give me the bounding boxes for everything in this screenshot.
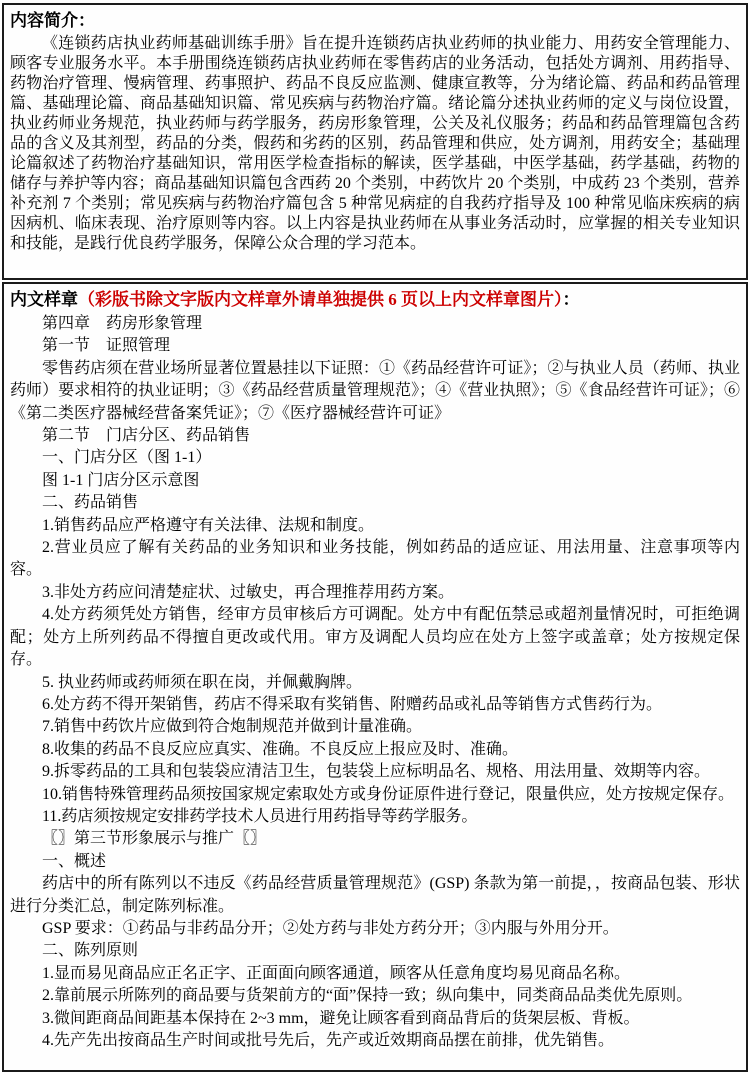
sample-line-licenses: 零售药店须在营业场所显著位置悬挂以下证照：①《药品经营许可证》；②与执业人员（药师、执业药师）要求相符的执业证明；③《药品经营质量管理规范》；④《营业执照》；⑤《食品经营许可证》；⑥《第二类医疗器械经营备案凭证》；⑦《医疗器械经营许可证》 <box>10 359 740 422</box>
sample-line-item8: 8.收集的药品不良反应应真实、准确。不良反应上报应及时、准确。 <box>42 740 519 758</box>
sample-line-display1: 1.显而易见商品应正名正字、正面面向顾客通道，顾客从任意角度均易见商品名称。 <box>42 964 631 982</box>
sample-heading <box>10 287 740 313</box>
sample-line-display3: 3.微间距商品间距基本保持在 2~3 mm，避免让顾客看到商品背后的货架层板、背板。 <box>42 1009 640 1027</box>
sample-line-item7: 7.销售中药饮片应做到符合炮制规范并做到计量准确。 <box>42 718 423 736</box>
sample-line-zoning: 一、门店分区（图 1-1） <box>42 449 212 467</box>
sample-heading-note: （彩版书除文字版内文样章外请单独提供 6 页以上内文样章图片） <box>78 290 563 309</box>
intro-heading: 内容简介： <box>10 11 95 30</box>
sample-line-item9: 9.拆零药品的工具和包装袋应清洁卫生，包装袋上应标明品名、规格、用法用量、效期等内容。 <box>42 763 711 781</box>
sample-line-item1: 1.销售药品应严格遵守有关法律、法规和制度。 <box>42 516 375 534</box>
sample-line-overview-body: 药店中的所有陈列以不违反《药品经营质量管理规范》(GSP) 条款为第一前提，，按商品包装、形状进行分类汇总，制定陈列标准。 <box>10 875 740 915</box>
sample-line-display2: 2.靠前展示所陈列的商品要与货架前方的“面”保持一致；纵向集中，同类商品品类优先原则。 <box>42 987 693 1005</box>
sample-line-display4: 4.先产先出按商品生产时间或批号先后，先产或近效期商品摆在前排，优先销售。 <box>42 1032 615 1049</box>
sample-line-item6: 6.处方药不得开架销售，药店不得采取有奖销售、附赠药品或礼品等销售方式售药行为。 <box>42 695 663 713</box>
sample-line-section1: 第一节 证照管理 <box>42 337 171 355</box>
sample-line-gsp: GSP 要求：①药品与非药品分开；②处方药与非处方药分开；③内服与外用分开。 <box>42 919 619 937</box>
sample-line-item2: 2.营业员应了解有关药品的业务知识和业务技能，例如药品的适应证、用法用量、注意事项等内容。 <box>10 539 740 579</box>
sample-line-item11: 11.药店须按规定安排药学技术人员进行用药指导等药学服务。 <box>42 807 478 825</box>
sample-chapter-section <box>2 282 748 1072</box>
sample-line-display-heading: 二、陈列原则 <box>42 942 139 960</box>
intro-body: 《连锁药店执业药师基础训练手册》旨在提升连锁药店执业药师的执业能力、用药安全管理能力、顾客专业服务水平。本手册围绕连锁药店执业药师在零售药店的业务活动，包括处方调剂、用药指导、药物治疗管理、慢病管理、药事照护、药品不良反应监测、健康宣教等，分为绪论篇、药品和药品管理篇、基础理论篇、商品基础知识篇、常见疾病与药物治疗篇。绪论篇分述执业药师的定义与岗位设置，执业药师业务规范，执业药师与药学服务，药房形象管理，公关及礼仪服务；药品和药品管理篇包含药品的含义及其剂型，药品的分类，假药和劣药的区别，药品管理和供应，处方调剂，用药安全；基础理论篇叙述了药物治疗基础知识，常用医学检查指标的解读，医学基础，中医学基础，药学基础，药物的储存与养护等内容；商品基础知识篇包含西药 20 个类别，中药饮片 20 个类别，中成药 23 个类别，营养补充剂 7 个类别；常见疾病与药物治疗篇包含 5 种常见病症的自我药疗指导及 100 种常见临床疾病的病因病机、临床表现、治疗原则等内容。以上内容是执业药师在从事业务活动时，应掌握的相关专业知识和技能，是践行优良药学服务，保障公众合理的学习范本。 <box>10 35 740 252</box>
sample-heading-colon: ： <box>562 290 580 309</box>
sample-line-item5: 5. 执业药师或药师须在职在岗，并佩戴胸牌。 <box>42 673 363 691</box>
document-page <box>0 3 750 1072</box>
sample-line-section2: 第二节 门店分区、药品销售 <box>42 427 251 445</box>
sample-heading-title: 内文样章 <box>10 290 78 309</box>
sample-line-item10: 10.销售特殊管理药品须按国家规定索取处方或身份证原件进行登记，限量供应，处方按规定保存。 <box>42 785 735 803</box>
intro-section <box>2 3 748 280</box>
sample-line-figure-caption: 图 1-1 门店分区示意图 <box>42 471 200 489</box>
sample-line-sales-heading: 二、药品销售 <box>42 494 139 512</box>
sample-line-section3: 〖〗第三节形象展示与推广〖〗 <box>42 830 267 848</box>
sample-line-overview-heading: 一、概述 <box>42 852 107 870</box>
sample-line-item3: 3.非处方药应问清楚症状、过敏史，再合理推荐用药方案。 <box>42 583 455 601</box>
sample-line-chapter: 第四章 药房形象管理 <box>42 315 203 332</box>
sample-line-item4: 4.处方药须凭处方销售，经审方员审核后方可调配。处方中有配伍禁忌或超剂量情况时，可拒绝调配；处方上所列药品不得擅自更改或代用。审方及调配人员均应在处方上签字或盖章；处方按规定保存。 <box>10 606 740 669</box>
